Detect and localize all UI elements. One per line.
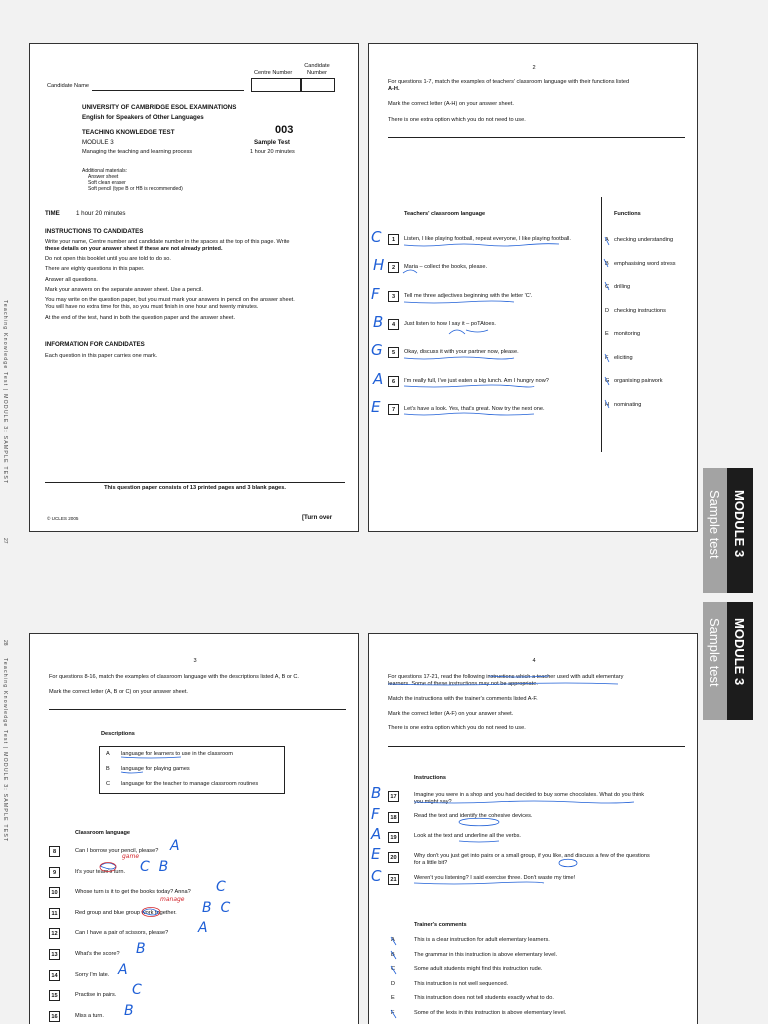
- function-text: nominating: [614, 401, 642, 408]
- handwritten-answer: C: [132, 982, 142, 999]
- page-number-side: 28: [2, 640, 8, 646]
- instructions-title: Instructions: [414, 775, 447, 781]
- module-tab-label: MODULE 3: [732, 618, 747, 686]
- question-number-box: 12: [49, 928, 60, 939]
- module-tab: [727, 602, 753, 720]
- intro-line: For questions 1-7, match the examples of teachers' classroom language with their functions listed: [388, 79, 630, 85]
- ink-underline: [414, 882, 544, 884]
- question-text: It's your team's turn.: [75, 868, 126, 875]
- question-text: Practise in pairs.: [75, 992, 117, 999]
- function-letter: B: [605, 260, 609, 267]
- mark-instruction: Mark the correct letter (A-H) on your answer sheet.: [388, 101, 514, 107]
- running-title: Teaching Knowledge Test | MODULE 3: SAMPLE TEST: [2, 658, 8, 843]
- handwritten-answer: F: [371, 284, 380, 303]
- handwritten-answer: B: [371, 784, 382, 802]
- comment-letter: D: [391, 980, 396, 987]
- question-number-box: 21: [388, 874, 399, 885]
- handwritten-note: game: [122, 853, 140, 860]
- materials-title: Additional materials:: [82, 168, 128, 174]
- module-label: MODULE 3: [82, 139, 114, 146]
- comment-text: This is a clear instruction for adult elementary learners.: [414, 937, 550, 943]
- handwritten-answer: B C: [202, 899, 231, 916]
- ink-underline: [449, 330, 488, 334]
- comment-text: This instruction is not well sequenced.: [414, 980, 509, 987]
- question-text: I'm really full, I've just eaten a big lunch. Am I hungry now?: [404, 377, 549, 384]
- candidate-number-box[interactable]: [301, 78, 335, 92]
- question-number-box: 1: [388, 234, 399, 245]
- question-number-box: 18: [388, 812, 399, 823]
- question-text: Why don't you just get into pairs or a small group, if you like, and discuss a few of the questions: [414, 853, 650, 859]
- question-text: Look at the text and underline all the verbs.: [414, 833, 521, 839]
- instruction-line: There are eighty questions in this paper.: [45, 266, 145, 272]
- test-name: TEACHING KNOWLEDGE TEST: [82, 129, 175, 136]
- instruction-line: You will have no extra time for this, so you must finish in one hour and twenty minutes.: [45, 304, 259, 310]
- handwritten-answer: F: [371, 805, 380, 823]
- module-tab: [727, 468, 753, 593]
- question-number-box: 8: [49, 846, 60, 857]
- description-text: language for playing games: [121, 766, 190, 772]
- running-title: Teaching Knowledge Test | MODULE 3: SAMPLE TEST: [2, 300, 8, 485]
- function-text: emphasising word stress: [614, 260, 676, 267]
- question-number-box: 16: [49, 1011, 60, 1022]
- divider: [388, 746, 685, 747]
- question-number-box: 5: [388, 347, 399, 358]
- comment-text: This instruction does not tell students exactly what to do.: [414, 995, 554, 1001]
- questions-17-21-page: [368, 633, 698, 1024]
- divider: [49, 709, 346, 710]
- function-letter: A: [605, 237, 609, 243]
- intro-line: For questions 8-16, match the examples of classroom language with the descriptions listed A, B or C.: [49, 674, 299, 680]
- function-text: monitoring: [614, 331, 641, 337]
- function-text: checking instructions: [614, 307, 666, 314]
- question-text: Red group and blue group work together.: [75, 909, 177, 916]
- instruction-line: Answer all questions.: [45, 277, 98, 283]
- sample-test-tab-label: Sample test: [707, 490, 722, 559]
- ink-underline: [404, 357, 514, 359]
- candidate-number-label: Candidate Number: [304, 63, 330, 77]
- exam-cover-page: [29, 43, 359, 532]
- description-letter: B: [106, 766, 110, 772]
- time-label: TIME: [45, 210, 60, 217]
- handwritten-answer: A: [118, 961, 128, 978]
- handwritten-answer: A: [198, 920, 208, 937]
- comment-letter: F: [391, 1009, 395, 1016]
- function-letter: C: [605, 284, 610, 290]
- comment-letter: C: [391, 966, 396, 972]
- extra-option-note: There is one extra option which you do not need to use.: [388, 117, 526, 123]
- question-number-box: 19: [388, 832, 399, 843]
- footer-pages: This question paper consists of 13 printed pages and 3 blank pages.: [104, 485, 286, 491]
- descriptions-title: Descriptions: [101, 731, 135, 737]
- function-text: checking understanding: [614, 237, 674, 243]
- function-letter: E: [605, 331, 609, 337]
- instruction-line: At the end of the test, hand in both the question paper and the answer sheet.: [45, 315, 236, 321]
- university-heading: UNIVERSITY OF CAMBRIDGE ESOL EXAMINATIONS: [82, 104, 237, 111]
- question-text: Let's have a look. Yes, that's great. Now try the next one.: [404, 405, 545, 412]
- questions-8-16-page: [29, 633, 359, 1024]
- question-number-box: 7: [388, 404, 399, 415]
- handwritten-answer: A: [170, 838, 180, 854]
- question-text: Sorry I'm late.: [75, 971, 110, 978]
- question-number-box: 9: [49, 867, 60, 878]
- mark-instruction: Mark the correct letter (A-F) on your answer sheet.: [388, 711, 514, 717]
- match-instruction: Match the instructions with the trainer's comments listed A-F.: [388, 696, 538, 702]
- instructions-title: INSTRUCTIONS TO CANDIDATES: [45, 228, 144, 235]
- info-line: Each question in this paper carries one mark.: [45, 353, 158, 359]
- description-text: language for learners to use in the classroom: [121, 751, 233, 757]
- footer-divider: [45, 482, 345, 483]
- page-number: 4: [532, 658, 536, 664]
- instruction-line: Mark your answers on the separate answer sheet. Use a pencil.: [45, 287, 203, 293]
- question-text: Miss a turn.: [75, 1012, 104, 1019]
- intro-line: learners. Some of these instructions may not be appropriate.: [388, 681, 538, 687]
- page-number: 3: [193, 658, 197, 664]
- comment-letter: A: [391, 937, 395, 943]
- question-text: Just listen to how I say it – poTAtoes.: [404, 320, 496, 327]
- question-number-box: 6: [388, 376, 399, 387]
- question-number-box: 11: [49, 908, 60, 919]
- classroom-language-title: Classroom language: [75, 830, 131, 836]
- questions-1-7-page: [368, 43, 698, 532]
- question-text: Can I have a pair of scissors, please?: [75, 930, 169, 937]
- question-text: Maria – collect the books, please.: [404, 264, 488, 271]
- comment-text: The grammar in this instruction is above elementary level.: [414, 951, 558, 958]
- page-number: 2: [532, 65, 536, 71]
- question-number-box: 20: [388, 852, 399, 863]
- mark-instruction: Mark the correct letter (A, B or C) on your answer sheet.: [49, 689, 188, 695]
- question-text: Weren't you listening? I said exercise three. Don't waste my time!: [414, 875, 576, 881]
- intro-line: A-H.: [388, 86, 400, 92]
- handwritten-answer: B: [124, 1002, 134, 1019]
- candidate-name-label: Candidate Name: [47, 83, 89, 89]
- handwritten-answer: C: [216, 879, 226, 896]
- question-text: for a little bit?: [414, 860, 448, 866]
- handwritten-answer: C: [371, 867, 382, 885]
- copyright: © UCLES 2005: [47, 516, 79, 521]
- ink-underline: [404, 301, 514, 303]
- sample-test-label: Sample Test: [254, 139, 290, 146]
- question-number-box: 15: [49, 990, 60, 1001]
- sample-test-tab-label: Sample test: [707, 618, 722, 687]
- intro-line: For questions 17-21, read the following instructions which a teacher used with adult elementary: [388, 674, 624, 680]
- column-divider: [601, 197, 602, 452]
- handwritten-answer: C: [371, 228, 382, 246]
- question-number-box: 10: [49, 887, 60, 898]
- subtitle: English for Speakers of Other Languages: [82, 114, 204, 121]
- centre-number-label: Centre Number: [254, 70, 293, 76]
- handwritten-answer: A: [373, 369, 384, 388]
- handwritten-answer: B: [373, 312, 384, 331]
- sample-test-tab: [703, 468, 727, 593]
- handwritten-answer: B: [136, 941, 146, 957]
- question-text: you might say?: [414, 799, 452, 805]
- column-heading-functions: Functions: [614, 211, 641, 217]
- question-number-box: 17: [388, 791, 399, 802]
- ink-underline: [559, 859, 577, 867]
- question-text: Whose turn is it to get the books today? Anna?: [75, 889, 191, 896]
- question-text: Okay, discuss it with your partner now, please.: [404, 349, 519, 356]
- turn-over: [Turn over: [302, 514, 333, 521]
- ink-underline: [404, 385, 534, 387]
- ink-underline: [404, 413, 534, 415]
- divider: [388, 137, 685, 138]
- question-text: Listen, I like playing football, repeat everyone, I like playing football.: [404, 236, 571, 242]
- question-text: Can I borrow your pencil, please?: [75, 848, 159, 854]
- question-text: What's the score?: [75, 951, 120, 957]
- function-letter: F: [605, 354, 609, 361]
- duration-short: 1 hour 20 minutes: [250, 149, 295, 155]
- material-item: Answer sheet: [88, 174, 119, 180]
- comments-title: Trainer's comments: [414, 922, 467, 928]
- question-number-box: 3: [388, 291, 399, 302]
- comment-letter: B: [391, 951, 395, 958]
- question-text: Read the text and identify the cohesive devices.: [414, 813, 533, 819]
- handwritten-answer: C B: [140, 858, 169, 875]
- question-number-box: 2: [388, 262, 399, 273]
- candidate-name-line[interactable]: [92, 90, 244, 91]
- function-letter: H: [605, 401, 610, 408]
- time-value: 1 hour 20 minutes: [76, 210, 126, 217]
- ink-underline: [404, 244, 559, 246]
- info-title: INFORMATION FOR CANDIDATES: [45, 341, 145, 348]
- function-letter: G: [605, 378, 610, 384]
- question-number-box: 14: [49, 970, 60, 981]
- module-description: Managing the teaching and learning process: [82, 149, 193, 155]
- instruction-line: Write your name, Centre number and candidate number in the spaces at the top of this page. Write: [45, 239, 290, 245]
- centre-number-box[interactable]: [251, 78, 301, 92]
- description-text: language for the teacher to manage classroom routines: [121, 781, 259, 787]
- paper-code: 003: [275, 124, 294, 136]
- handwritten-answer: E: [371, 397, 381, 416]
- function-letter: D: [605, 307, 610, 314]
- handwritten-answer: E: [371, 845, 381, 863]
- question-number-box: 4: [388, 319, 399, 330]
- comment-text: Some adult students might find this instruction rude.: [414, 966, 543, 972]
- instruction-line: You may write on the question paper, but you must mark your answers in pencil on the answer sheet.: [45, 297, 295, 303]
- material-item: Soft pencil (type B or HB is recommended): [88, 186, 183, 192]
- handwritten-answer: H: [373, 256, 385, 275]
- material-item: Soft clean eraser: [88, 180, 126, 186]
- description-letter: A: [106, 751, 110, 757]
- instruction-line: these details on your answer sheet if these are not already printed.: [45, 246, 223, 252]
- function-text: eliciting: [614, 354, 633, 361]
- handwritten-answer: G: [371, 341, 383, 360]
- question-text: Imagine you were in a shop and you had decided to buy some chocolates. What do you think: [414, 792, 645, 798]
- question-text: Tell me three adjectives beginning with the letter 'C'.: [404, 292, 533, 299]
- function-text: organising pairwork: [614, 378, 663, 384]
- ink-underline: [391, 937, 396, 1018]
- comment-text: Some of the lexis in this instruction is above elementary level.: [414, 1009, 567, 1016]
- sample-test-tab: [703, 602, 727, 720]
- handwritten-note: manage: [160, 896, 185, 903]
- extra-option-note: There is one extra option which you do not need to use.: [388, 725, 526, 731]
- column-heading-language: Teachers' classroom language: [404, 211, 486, 217]
- handwritten-answer: A: [371, 825, 382, 843]
- page-number-side: 27: [2, 538, 8, 544]
- question-number-box: 13: [49, 949, 60, 960]
- function-text: drilling: [614, 284, 631, 290]
- module-tab-label: MODULE 3: [732, 490, 747, 558]
- comment-letter: E: [391, 995, 395, 1001]
- instruction-line: Do not open this booklet until you are told to do so.: [45, 256, 171, 262]
- description-letter: C: [106, 781, 111, 787]
- ink-underline: [459, 841, 499, 842]
